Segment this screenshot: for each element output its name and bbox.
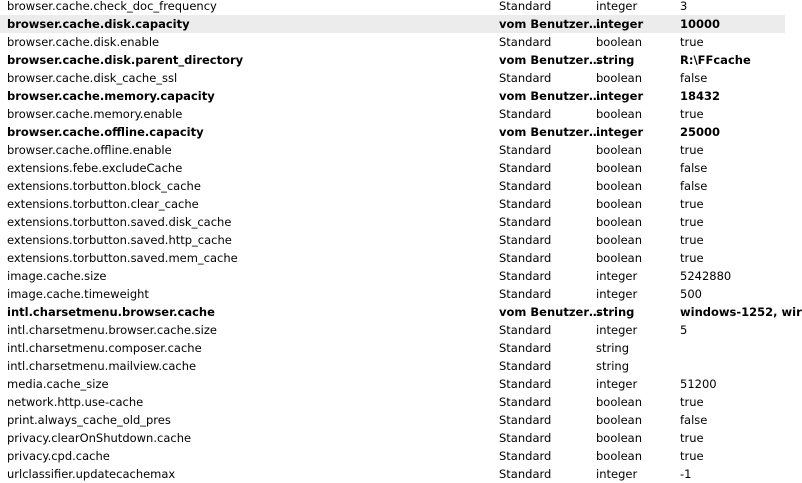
- pref-value: 5242880: [680, 269, 732, 283]
- pref-name: browser.cache.offline.enable: [7, 143, 172, 157]
- pref-type: integer: [596, 287, 638, 301]
- pref-type: boolean: [596, 233, 642, 247]
- pref-name: network.http.use-cache: [7, 395, 144, 409]
- pref-status: vom Benutzer…: [499, 125, 601, 139]
- pref-name: intl.charsetmenu.browser.cache: [7, 305, 215, 319]
- pref-row[interactable]: [0, 429, 785, 447]
- pref-value: true: [680, 431, 704, 445]
- pref-type: integer: [596, 467, 638, 481]
- pref-value: false: [680, 161, 708, 175]
- pref-row[interactable]: [0, 69, 785, 87]
- pref-row[interactable]: [0, 267, 785, 285]
- pref-type: boolean: [596, 71, 642, 85]
- pref-name: extensions.febe.excludeCache: [7, 161, 183, 175]
- pref-row[interactable]: [0, 411, 785, 429]
- pref-status: Standard: [499, 377, 552, 391]
- pref-name: intl.charsetmenu.mailview.cache: [7, 359, 197, 373]
- pref-name: intl.charsetmenu.composer.cache: [7, 341, 202, 355]
- pref-type: boolean: [596, 251, 642, 265]
- pref-status: Standard: [499, 251, 552, 265]
- pref-type: boolean: [596, 215, 642, 229]
- pref-status: Standard: [499, 287, 552, 301]
- pref-name: extensions.torbutton.block_cache: [7, 179, 201, 193]
- pref-status: Standard: [499, 323, 552, 337]
- pref-type: integer: [596, 323, 638, 337]
- pref-row[interactable]: [0, 159, 785, 177]
- pref-status: vom Benutzer…: [499, 305, 601, 319]
- pref-row[interactable]: [0, 177, 785, 195]
- pref-name: privacy.clearOnShutdown.cache: [7, 431, 192, 445]
- pref-value: R:\FFcache: [680, 53, 751, 67]
- pref-value: 3: [680, 0, 688, 13]
- pref-row[interactable]: [0, 105, 785, 123]
- pref-name: privacy.cpd.cache: [7, 449, 110, 463]
- pref-row[interactable]: [0, 393, 785, 411]
- pref-value: true: [680, 251, 704, 265]
- pref-row[interactable]: [0, 195, 785, 213]
- pref-value: 5: [680, 323, 688, 337]
- pref-name: image.cache.size: [7, 269, 107, 283]
- pref-status: Standard: [499, 0, 552, 13]
- pref-name: browser.cache.disk.capacity: [7, 17, 190, 31]
- pref-type: string: [596, 305, 635, 319]
- pref-value: false: [680, 413, 708, 427]
- pref-row[interactable]: [0, 141, 785, 159]
- pref-type: boolean: [596, 143, 642, 157]
- pref-type: boolean: [596, 431, 642, 445]
- pref-status: Standard: [499, 35, 552, 49]
- pref-status: Standard: [499, 233, 552, 247]
- pref-name: browser.cache.disk.enable: [7, 35, 160, 49]
- pref-value: true: [680, 197, 704, 211]
- pref-type: boolean: [596, 107, 642, 121]
- pref-type: boolean: [596, 179, 642, 193]
- pref-row[interactable]: [0, 447, 785, 465]
- pref-name: browser.cache.disk_cache_ssl: [7, 71, 178, 85]
- pref-name: image.cache.timeweight: [7, 287, 149, 301]
- pref-value: true: [680, 35, 704, 49]
- pref-type: integer: [596, 17, 644, 31]
- pref-status: Standard: [499, 107, 552, 121]
- pref-name: extensions.torbutton.clear_cache: [7, 197, 199, 211]
- pref-type: boolean: [596, 449, 642, 463]
- pref-row[interactable]: [0, 123, 785, 141]
- pref-name: extensions.torbutton.saved.mem_cache: [7, 251, 238, 265]
- pref-value: 18432: [680, 89, 721, 103]
- pref-name: browser.cache.memory.capacity: [7, 89, 215, 103]
- pref-name: extensions.torbutton.saved.http_cache: [7, 233, 232, 247]
- pref-value: false: [680, 71, 708, 85]
- pref-status: Standard: [499, 143, 552, 157]
- pref-type: integer: [596, 0, 638, 13]
- pref-status: Standard: [499, 179, 552, 193]
- pref-row[interactable]: [0, 303, 802, 321]
- pref-row[interactable]: [0, 33, 785, 51]
- pref-value: true: [680, 395, 704, 409]
- pref-name: browser.cache.check_doc_frequency: [7, 0, 217, 13]
- pref-row[interactable]: [0, 0, 785, 15]
- pref-value: -1: [680, 467, 692, 481]
- pref-name: browser.cache.memory.enable: [7, 107, 183, 121]
- pref-type: integer: [596, 89, 644, 103]
- pref-row[interactable]: [0, 465, 785, 483]
- pref-status: vom Benutzer…: [499, 53, 601, 67]
- pref-row[interactable]: [0, 15, 785, 33]
- pref-status: Standard: [499, 71, 552, 85]
- pref-name: extensions.torbutton.saved.disk_cache: [7, 215, 232, 229]
- pref-status: Standard: [499, 359, 552, 373]
- pref-status: Standard: [499, 215, 552, 229]
- pref-status: Standard: [499, 395, 552, 409]
- pref-type: integer: [596, 269, 638, 283]
- pref-type: boolean: [596, 35, 642, 49]
- pref-name: urlclassifier.updatecachemax: [7, 467, 176, 481]
- pref-row[interactable]: [0, 51, 785, 69]
- pref-row[interactable]: [0, 375, 785, 393]
- pref-value: 51200: [680, 377, 717, 391]
- pref-name: intl.charsetmenu.browser.cache.size: [7, 323, 217, 337]
- pref-type: string: [596, 341, 630, 355]
- pref-row[interactable]: [0, 213, 785, 231]
- pref-status: Standard: [499, 467, 552, 481]
- pref-row[interactable]: [0, 249, 785, 267]
- pref-value: windows-1252, wir: [680, 305, 802, 319]
- pref-value: true: [680, 143, 704, 157]
- pref-row[interactable]: [0, 87, 785, 105]
- pref-row[interactable]: [0, 285, 785, 303]
- pref-name: browser.cache.disk.parent_directory: [7, 53, 244, 67]
- pref-value: true: [680, 107, 704, 121]
- pref-status: Standard: [499, 449, 552, 463]
- pref-row[interactable]: [0, 321, 785, 339]
- pref-status: vom Benutzer…: [499, 89, 601, 103]
- pref-value: true: [680, 233, 704, 247]
- pref-value: true: [680, 215, 704, 229]
- pref-type: integer: [596, 377, 638, 391]
- pref-type: integer: [596, 125, 644, 139]
- pref-type: boolean: [596, 161, 642, 175]
- pref-name: browser.cache.offline.capacity: [7, 125, 204, 139]
- pref-status: Standard: [499, 269, 552, 283]
- pref-status: Standard: [499, 431, 552, 445]
- pref-status: Standard: [499, 341, 552, 355]
- pref-type: string: [596, 359, 630, 373]
- pref-name: media.cache_size: [7, 377, 109, 391]
- pref-value: 500: [680, 287, 702, 301]
- pref-value: 25000: [680, 125, 721, 139]
- pref-type: string: [596, 53, 635, 67]
- pref-name: print.always_cache_old_pres: [7, 413, 171, 427]
- pref-type: boolean: [596, 395, 642, 409]
- pref-value: false: [680, 179, 708, 193]
- pref-type: boolean: [596, 197, 642, 211]
- pref-row[interactable]: [0, 339, 785, 357]
- pref-value: 10000: [680, 17, 721, 31]
- pref-status: Standard: [499, 161, 552, 175]
- pref-status: vom Benutzer…: [499, 17, 601, 31]
- pref-type: boolean: [596, 413, 642, 427]
- pref-value: true: [680, 449, 704, 463]
- pref-status: Standard: [499, 413, 552, 427]
- pref-row[interactable]: [0, 357, 785, 375]
- pref-row[interactable]: [0, 231, 785, 249]
- pref-status: Standard: [499, 197, 552, 211]
